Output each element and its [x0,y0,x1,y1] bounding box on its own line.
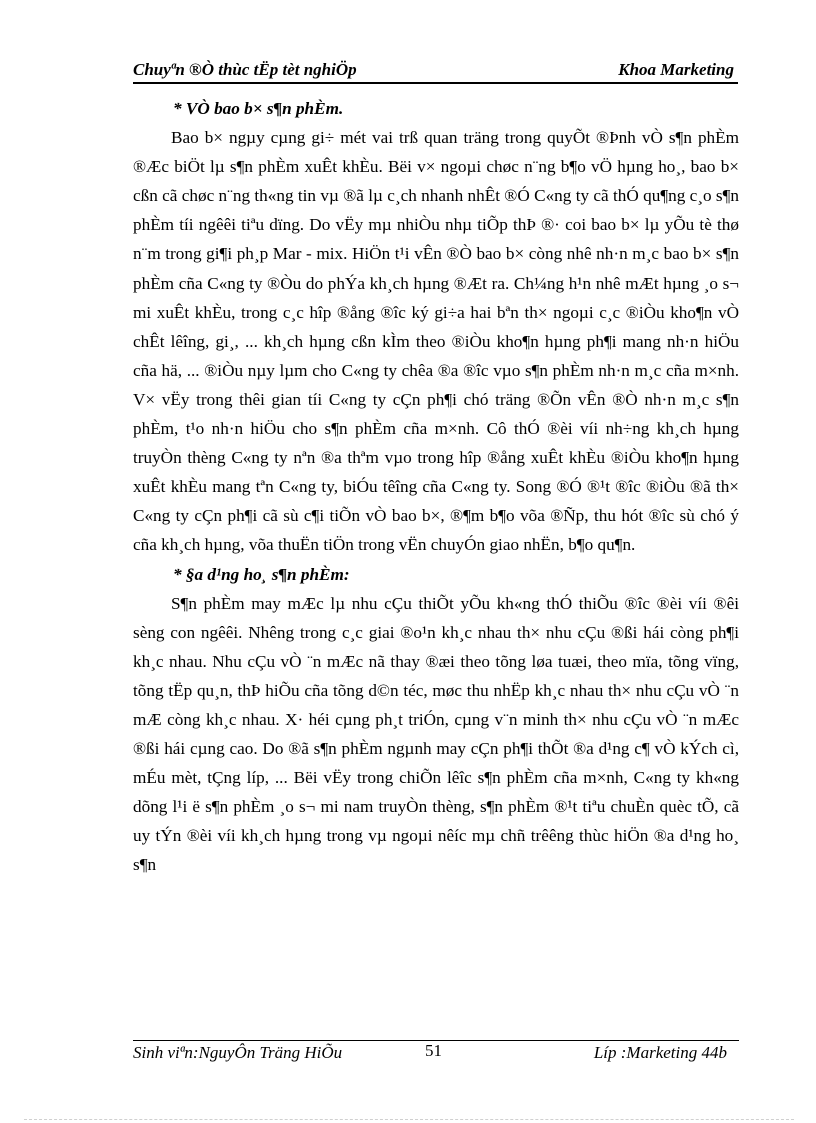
page-number: 51 [425,1041,442,1060]
header-department: Khoa Marketing [618,60,734,79]
section-heading-diversification: * §a d¹ng ho¸ s¶n phÈm: [173,564,350,584]
page-content [133,94,739,880]
page-boundary [24,1119,794,1120]
page-header [133,58,738,84]
paragraph-packaging: Bao b× ngµy cµng gi÷ mét vai trß quan träng trong quyÕt ®Þnh vÒ s¶n phÈm ®Æc biÖt lµ s¶n phÈm xuÊt khÈu. Bëi v× ngoµi chøc n¨ng b¶o vÖ hµng ho¸, bao b× cßn cã chøc n¨ng th«ng tin vµ ®ã lµ c¸ch nhanh nhÊt ®Ó C«ng ty cã thÓ qu¶ng c¸o s¶n phÈm tíi ngêêi tiªu dïng. Do vËy mµ nhiÒu nhµ tiÕp thÞ ®· coi bao b× lµ yÕu tè thø n¨m trong gi¶i ph¸p Mar - mix. HiÖn t¹i vÊn ®Ò bao b× còng nhê nh·n m¸c bao b× s¶n phÈm cña C«ng ty ®Òu do phÝa kh¸ch hµng ®Æt ra. Ch¼ng h¹n nhê mÆt hµng ¸o s¬ mi xuÊt khÈu, trong c¸c hîp ®ång ®îc ký gi÷a hai bªn th× ngoµi c¸c ®iÒu kho¶n vÒ chÊt lêîng, gi¸, ... kh¸ch hµng cßn kÌm theo ®iÒu kho¶n hµng ph¶i mang nh·n hiÖu cña hä, ... ®iÒu nµy lµm cho C«ng ty chêa ®a ®îc vµo s¶n phÈm nh·n m¸c cña m×nh. V× vËy trong thêi gian tíi C«ng ty cÇn ph¶i chó träng ®Õn vÊn ®Ò nh·n m¸c s¶n phÈm, t¹o nh·n hiÖu cho s¶n phÈm cña m×nh. Cô thÓ ®èi víi nh÷ng kh¸ch hµng truyÒn thèng C«ng ty nªn ®a thªm vµo trong hîp ®ång xuÊt khÈu ®iÒu kho¶n hµng xuÊt khÈu mang tªn C«ng ty, biÓu têîng cña C«ng ty. Song ®Ó ®¹t ®îc ®iÒu ®ã th× C«ng ty cÇn ph¶i cã sù c¶i tiÕn vÒ bao b×, ®¶m b¶o võa ®Ñp, thu hót ®îc sù chó ý cña kh¸ch hµng, võa thuËn tiÖn trong vËn chuyÓn giao nhËn, b¶o qu¶n. [133,128,739,555]
footer-class: Líp :Marketing 44b [593,1043,727,1062]
header-title: Chuyªn ®Ò thùc tËp tèt nghiÖp [133,60,357,79]
paragraph-diversification: S¶n phÈm may mÆc lµ nhu cÇu thiÕt yÕu kh«ng thÓ thiÕu ®îc ®èi víi ®êi sèng con ngêêi. Nhêng trong c¸c giai ®o¹n kh¸c nhau th× nhu cÇu ®ßi hái còng ph¶i kh¸c nhau. Nhu cÇu vÒ ¨n mÆc nã thay ®æi theo tõng løa tuæi, theo mïa, tõng vïng, tõng tËp qu¸n, thÞ hiÕu cña tõng d©n téc, møc thu nhËp kh¸c nhau th× nhu cÇu vÒ ¨n mÆ còng kh¸c nhau. X· héi cµng ph¸t triÓn, cµng v¨n minh th× nhu cÇu vÒ ¨n mÆc ®ßi hái cµng cao. Do ®ã s¶n phÈm ngµnh may cÇn ph¶i thÕt ®a d¹ng c¶ vÒ kÝch cì, mÉu mèt, tÇng líp, ... Bëi vËy trong chiÕn lêîc s¶n phÈm cña m×nh, C«ng ty kh«ng dõng l¹i ë s¶n phÈm ¸o s¬ mi nam truyÒn thèng, s¶n phÈm ®¹t tiªu chuÈn quèc tÕ, cã uy tÝn ®èi víi kh¸ch hµng trong vµ ngoµi nêíc mµ chñ trêêng thùc hiÖn ®a d¹ng ho¸ s¶n [133,593,739,875]
footer-student: Sinh viªn:NguyÔn Träng HiÕu [133,1043,343,1062]
page-footer [133,1040,739,1071]
section-heading-packaging: * VÒ bao b× s¶n phÈm. [173,99,344,118]
